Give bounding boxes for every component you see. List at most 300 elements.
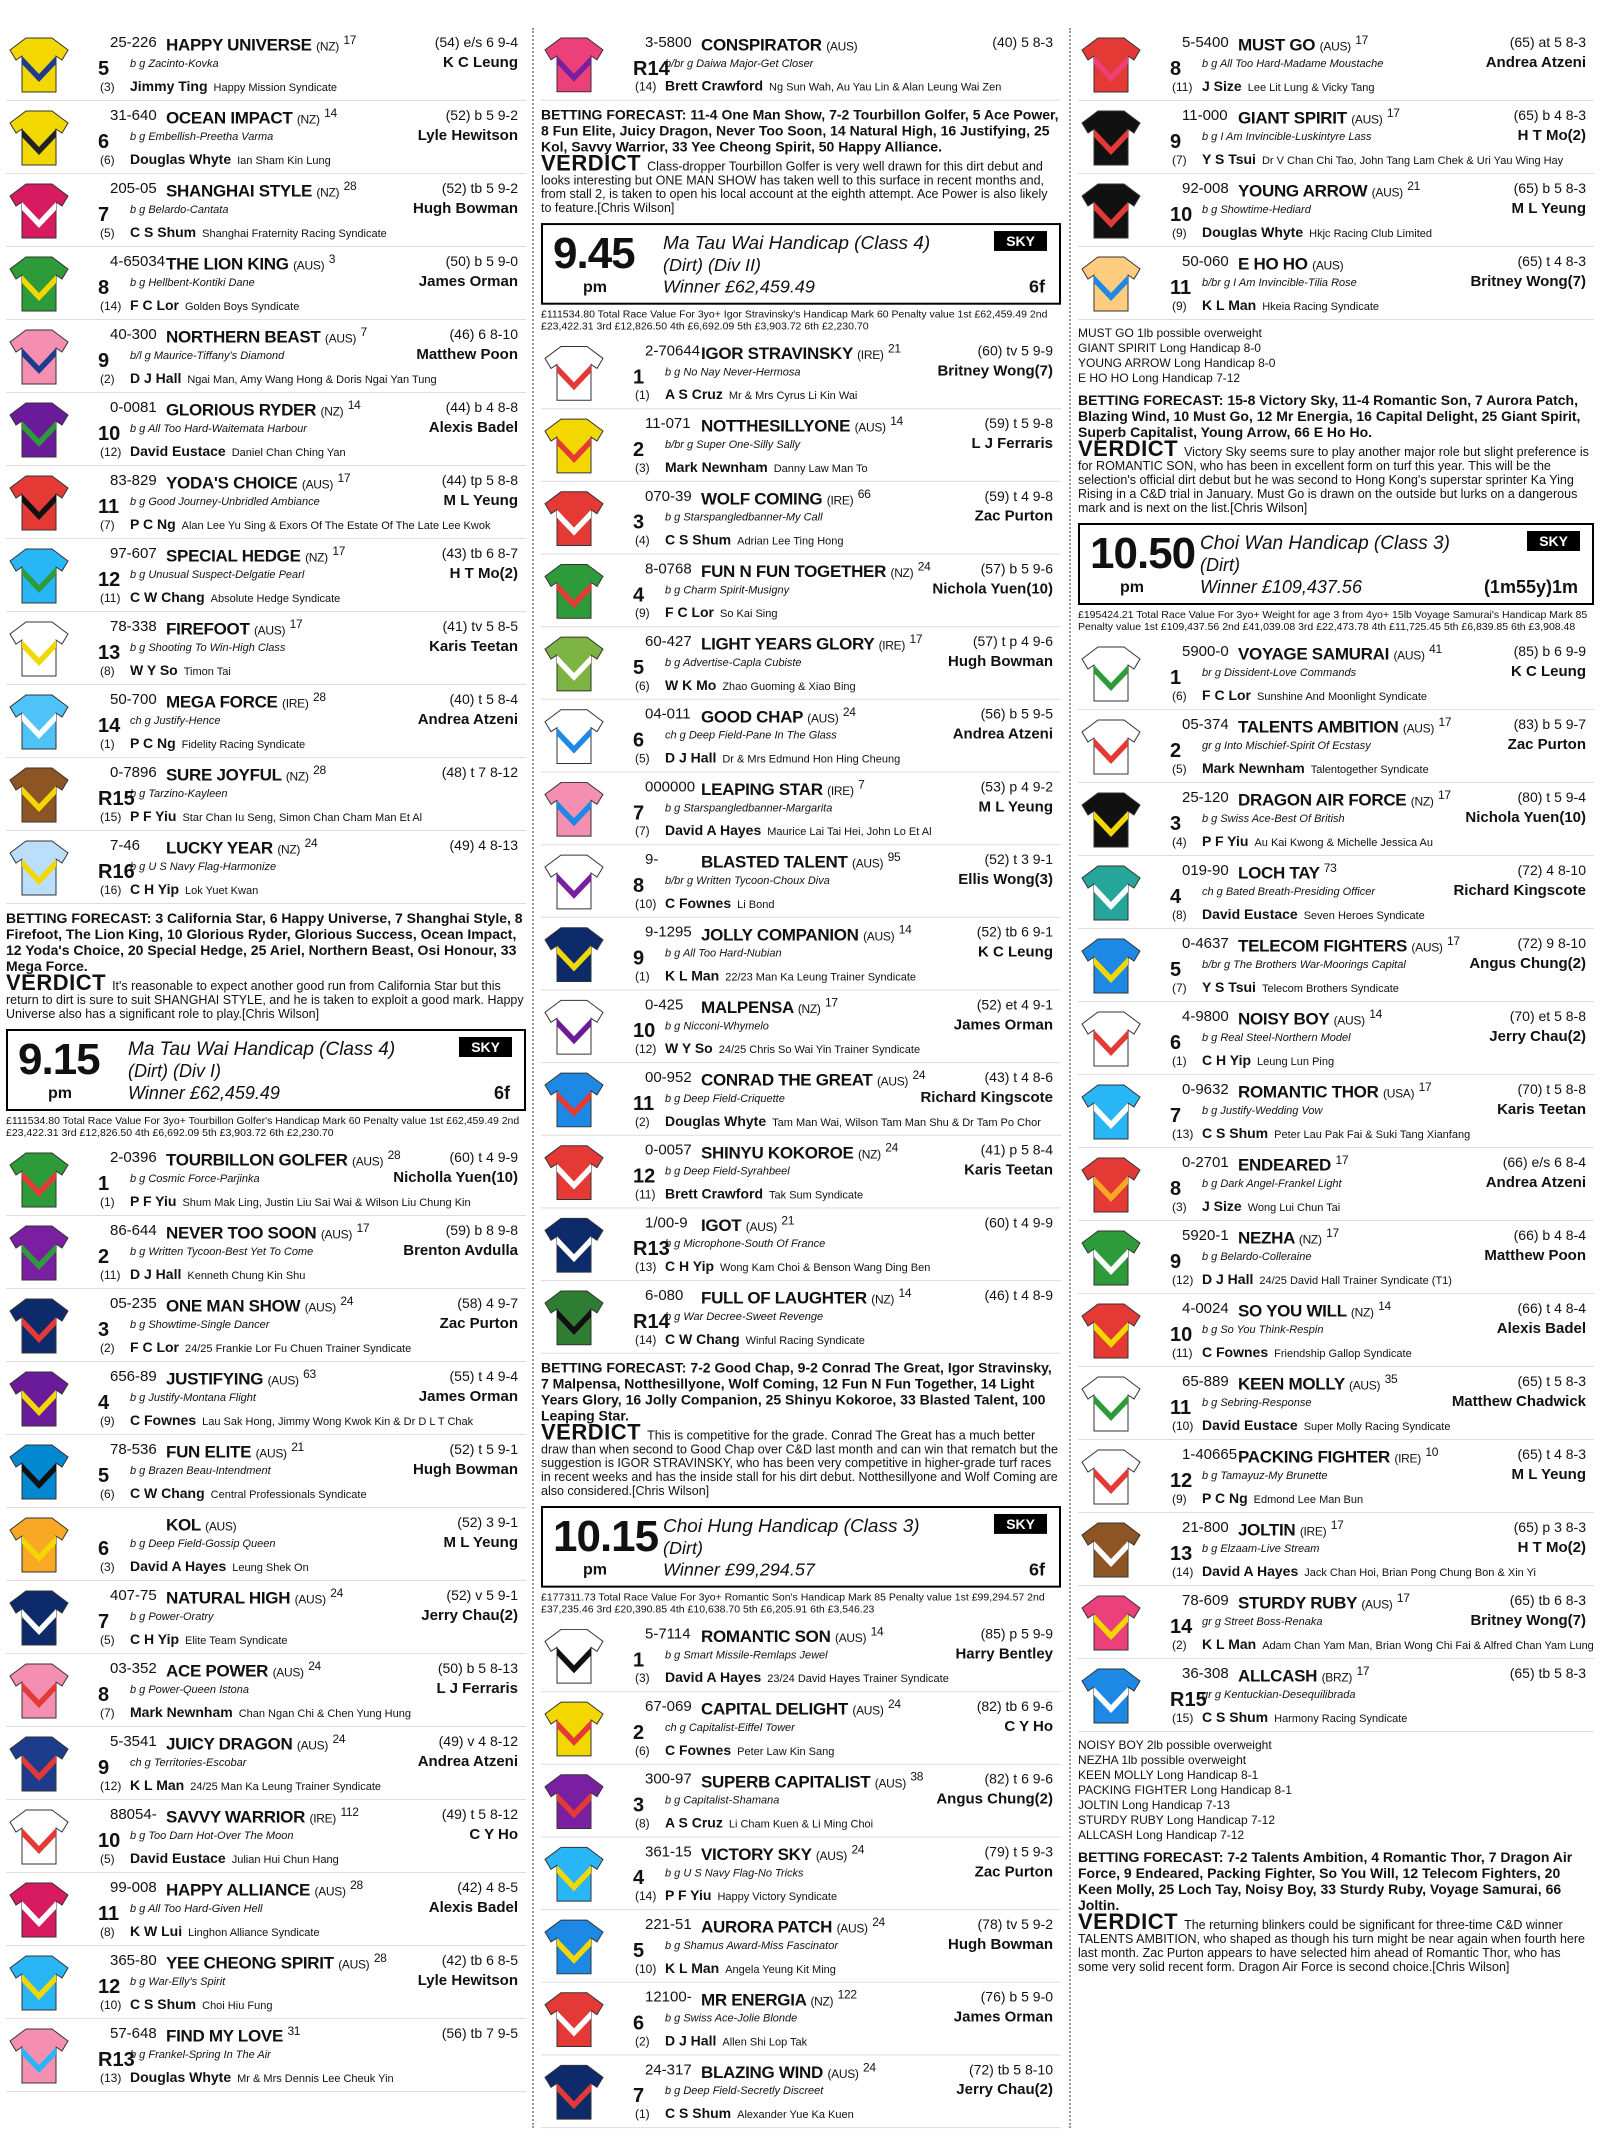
weight-notes <box>1078 1738 1594 1843</box>
trainer-text: David Eustace <box>130 443 226 459</box>
runner-rating: (52) 3 9-1 <box>457 1514 518 1530</box>
jockey-name: Lyle Hewitson <box>417 127 518 144</box>
runner-form: 5920-1 <box>1182 1227 1229 1244</box>
trainer-name <box>665 1887 837 1903</box>
horse-name-text: JOLTIN <box>1238 1520 1296 1540</box>
pedigree: b g All Too Hard-Madame Moustache <box>1202 58 1384 70</box>
horse-breed: (AUS) <box>320 1227 353 1242</box>
pedigree: b g Power-Queen Istona <box>130 1684 250 1696</box>
stall-draw: (9) <box>1172 226 1187 240</box>
days-since-run: 17 <box>1330 1518 1344 1532</box>
saddle-number: 1 <box>633 366 645 389</box>
horse-name-text: SO YOU WILL <box>1238 1301 1347 1321</box>
trainer-text: F C Lor <box>130 297 179 313</box>
saddle-number: 10 <box>1170 1324 1193 1346</box>
days-since-run: 24 <box>851 1842 865 1857</box>
pedigree: b g All Too Hard-Given Hell <box>130 1903 263 1915</box>
saddle-number: 14 <box>1170 1616 1193 1638</box>
owner-name: Lok Yuet Kwan <box>185 885 259 897</box>
days-since-run: 14 <box>1369 1007 1382 1021</box>
stall-draw: (7) <box>100 1706 115 1720</box>
trainer-name <box>130 808 422 824</box>
horse-name <box>166 1148 400 1171</box>
pedigree: b g Written Tycoon-Best Yet To Come <box>130 1246 314 1258</box>
horse-name-text: SUPERB CAPITALIST <box>701 1772 871 1792</box>
jockey-name: Nichola Yuen(10) <box>1465 809 1586 826</box>
jockey-name: H T Mo(2) <box>1517 1539 1586 1556</box>
trainer-text: Douglas Whyte <box>665 1112 767 1129</box>
horse-name-text: HAPPY ALLIANCE <box>166 1880 311 1900</box>
horse-name-text: MUST GO <box>1238 35 1316 55</box>
jockey-silks-icon <box>543 633 605 693</box>
race-title: Choi Wan Handicap (Class 3) <box>1200 533 1450 554</box>
trainer-name <box>1202 1563 1536 1579</box>
trainer-name <box>1202 906 1425 922</box>
horse-name-text: ROMANTIC THOR <box>1238 1082 1379 1102</box>
race-info: £177311.73 Total Race Value For 3yo+ Romantic Son's Handicap Mark 85 Penalty value 1st £99,294.57 2nd £37,235.46 3rd £20,390.85 4th £10,638.70 5th £6,205.91 6th £3,546.23 <box>541 1591 1045 1616</box>
pedigree: b/br g Daiwa Major-Get Closer <box>665 57 814 70</box>
race-distance: 6f <box>1028 276 1045 297</box>
jockey-name: James Orman <box>953 1016 1053 1034</box>
runner-rating: (48) t 7 8-12 <box>441 764 518 780</box>
runner-rating: (85) p 5 9-9 <box>980 1625 1053 1642</box>
race-pm: pm <box>583 278 607 296</box>
jockey-name: Andrea Atzeni <box>417 1753 518 1770</box>
horse-name-text: YODA'S CHOICE <box>166 473 298 493</box>
runner-rating: (43) t 4 8-6 <box>984 1069 1053 1086</box>
jockey-name: L J Ferraris <box>436 1680 518 1697</box>
horse-name-text: VICTORY SKY <box>701 1845 812 1864</box>
saddle-number: 6 <box>633 2012 645 2035</box>
runner-rating: (42) tb 6 8-5 <box>441 1952 518 1968</box>
days-since-run: 14 <box>870 1624 884 1639</box>
saddle-number: 13 <box>98 642 121 664</box>
trainer-text: D J Hall <box>665 2032 717 2049</box>
horse-breed: (NZ) <box>890 566 914 581</box>
stall-draw: (5) <box>635 751 650 766</box>
saddle-number: 5 <box>98 1465 110 1487</box>
horse-name-text: NOISY BOY <box>1238 1009 1330 1029</box>
runner-rating: (41) p 5 8-4 <box>980 1141 1053 1158</box>
trainer-name <box>1202 760 1429 776</box>
jockey-name: M L Yeung <box>443 1534 518 1551</box>
days-since-run: 24 <box>885 1140 899 1155</box>
runner-rating: (65) at 5 8-3 <box>1509 34 1586 50</box>
trainer-name <box>665 1258 930 1274</box>
trainer-name <box>130 224 387 240</box>
owner-name: Ng Sun Wah, Au Yau Lin & Alan Leung Wai Zen <box>769 81 1002 94</box>
trainer-name <box>665 1186 863 1202</box>
trainer-name <box>130 78 337 94</box>
runner-rating: (54) e/s 6 9-4 <box>434 34 518 50</box>
jockey-silks-icon <box>543 996 605 1056</box>
horse-name-text: ONE MAN SHOW <box>166 1296 301 1316</box>
runner-rating: (72) tb 5 8-10 <box>968 2061 1053 2078</box>
trainer-text: F C Lor <box>1202 687 1251 703</box>
horse-name <box>701 923 911 946</box>
stall-draw: (11) <box>100 591 121 605</box>
owner-name: Winful Racing Syndicate <box>745 1334 865 1347</box>
horse-name <box>1238 252 1343 275</box>
jockey-silks-icon <box>8 253 70 313</box>
trainer-text: C H Yip <box>665 1258 715 1275</box>
days-since-run: 21 <box>291 1440 304 1454</box>
horse-name-text: NEZHA <box>1238 1228 1295 1248</box>
runner-form: 3-5800 <box>645 33 692 51</box>
jockey-silks-icon <box>543 415 605 475</box>
trainer-text: C W Chang <box>130 589 205 605</box>
trainer-name <box>130 370 437 386</box>
runner-form: 31-640 <box>110 107 157 124</box>
horse-name <box>166 1951 387 1974</box>
saddle-number: 10 <box>633 1020 656 1043</box>
pedigree: b g War-Elly's Spirit <box>130 1976 226 1988</box>
runner-rating: (66) e/s 6 8-4 <box>1502 1154 1586 1170</box>
jockey-silks-icon <box>1080 716 1142 776</box>
runner-form: 78-536 <box>110 1441 157 1458</box>
jockey-silks-icon <box>8 545 70 605</box>
jockey-silks-icon <box>543 1989 605 2049</box>
stall-draw: (11) <box>1172 80 1193 94</box>
horse-name-text: CAPITAL DELIGHT <box>701 1699 848 1719</box>
trainer-text: A S Cruz <box>665 1814 723 1831</box>
trainer-text: P F Yiu <box>665 1887 712 1904</box>
runner-form: 50-060 <box>1182 253 1229 270</box>
jockey-silks-icon <box>543 1698 605 1758</box>
runner-form: 4-65034 <box>110 253 166 270</box>
jockey-name: Britney Wong(7) <box>1470 273 1586 290</box>
jockey-name: Hugh Bowman <box>948 1935 1053 1953</box>
horse-breed: (AUS) <box>874 1776 906 1791</box>
column-3 <box>1078 28 1594 1982</box>
owner-name: Allen Shi Lop Tak <box>722 2036 808 2049</box>
runner-form: 0-2701 <box>1182 1154 1229 1171</box>
saddle-number: 3 <box>1170 813 1182 835</box>
owner-name: Hkeia Racing Syndicate <box>1262 301 1379 313</box>
days-since-run: 7 <box>858 777 865 792</box>
trainer-name <box>130 516 490 532</box>
betting-forecast: BETTING FORECAST: 15-8 Victory Sky, 11-4 Romantic Son, 7 Aurora Patch, Blazing Wind, 10 Must Go, 12 Mr Energia, 16 Capital Delight, 25 Giant Spirit, Superb Capitalist, Young Arrow, 66 E Ho Ho. <box>1078 392 1581 440</box>
runner-form: 4-9800 <box>1182 1008 1229 1025</box>
horse-name <box>701 1068 925 1091</box>
horse-name <box>166 1294 353 1317</box>
jockey-name: Nichola Yuen(10) <box>932 580 1053 598</box>
owner-name: 24/25 David Hall Trainer Syndicate (T1) <box>1259 1275 1452 1287</box>
runner-rating: (59) t 5 9-8 <box>984 415 1053 432</box>
trainer-name <box>665 968 916 984</box>
jockey-name: Britney Wong(7) <box>1470 1612 1586 1629</box>
days-since-run: 14 <box>347 398 361 412</box>
trainer-text: C S Shum <box>130 224 197 240</box>
saddle-number: 12 <box>98 1976 121 1998</box>
race-distance: 6f <box>1028 1559 1045 1580</box>
stall-draw: (12) <box>100 1779 122 1793</box>
horse-name <box>166 1221 369 1244</box>
saddle-number: 11 <box>1170 1397 1192 1419</box>
horse-breed: (AUS) <box>253 623 286 638</box>
trainer-name <box>130 1850 339 1866</box>
horse-name <box>166 1732 345 1755</box>
days-since-run: 24 <box>332 1732 346 1746</box>
stall-draw: (15) <box>1172 1711 1194 1725</box>
jockey-name: Richard Kingscote <box>1453 882 1586 899</box>
runner-rating: (60) tv 5 9-9 <box>977 342 1053 359</box>
stall-draw: (12) <box>100 445 122 459</box>
trainer-text: C S Shum <box>1202 1709 1269 1725</box>
trainer-text: C W Chang <box>130 1485 205 1501</box>
horse-name-text: YOUNG ARROW <box>1238 181 1368 201</box>
saddle-number: R14 <box>633 57 670 80</box>
jockey-silks-icon <box>8 1587 70 1647</box>
runner-form: 9- <box>645 851 659 869</box>
runner-rating: (42) 4 8-5 <box>457 1879 518 1895</box>
stall-draw: (3) <box>1172 1200 1187 1214</box>
horse-name-text: KOL <box>166 1515 201 1535</box>
jockey-silks-icon <box>8 34 70 94</box>
jockey-silks-icon <box>1080 253 1142 313</box>
race-pm: pm <box>583 1561 607 1579</box>
horse-breed: (IRE) <box>857 348 884 363</box>
jockey-silks-icon <box>1080 34 1142 94</box>
runner-rating: (60) t 4 9-9 <box>449 1149 518 1165</box>
jockey-silks-icon <box>1080 1227 1142 1287</box>
horse-breed: (AUS) <box>1371 185 1403 200</box>
days-since-run: 17 <box>1438 715 1452 729</box>
trainer-name <box>1202 224 1432 240</box>
pedigree: b g Justify-Montana Flight <box>130 1392 256 1404</box>
trainer-text: A S Cruz <box>665 386 723 403</box>
stall-draw: (2) <box>1172 1638 1187 1652</box>
horse-name <box>701 1988 857 2011</box>
trainer-name <box>1202 297 1379 313</box>
days-since-run: 21 <box>1407 179 1421 193</box>
owner-name: Julian Hui Chun Hang <box>231 1854 339 1866</box>
verdict <box>6 970 526 1021</box>
saddle-number: 9 <box>98 1757 110 1779</box>
horse-name <box>701 414 903 437</box>
race-pm: pm <box>1120 579 1144 596</box>
saddle-number: 3 <box>633 511 645 534</box>
stall-draw: (14) <box>100 299 122 313</box>
horse-breed: (AUS) <box>835 1631 867 1646</box>
jockey-silks-icon <box>8 1514 70 1574</box>
runner-rating: (65) b 4 8-3 <box>1513 107 1586 123</box>
trainer-name <box>665 1742 834 1758</box>
horse-name <box>701 777 864 800</box>
saddle-number: 2 <box>98 1246 110 1268</box>
runner-form: 05-235 <box>110 1295 157 1312</box>
jockey-silks-icon <box>8 326 70 386</box>
runner-rating: (55) t 4 9-4 <box>449 1368 518 1384</box>
horse-breed: (NZ) <box>871 1292 895 1307</box>
pedigree: b g Deep Field-Gossip Queen <box>130 1538 276 1550</box>
trainer-name <box>130 1777 381 1793</box>
stall-draw: (11) <box>1172 1346 1193 1360</box>
horse-name <box>1238 33 1368 56</box>
horse-name <box>1238 179 1420 202</box>
saddle-number: 4 <box>98 1392 110 1414</box>
runner-rating: (72) 9 8-10 <box>1517 935 1586 951</box>
trainer-name <box>665 2105 854 2121</box>
jockey-name: Hugh Bowman <box>948 653 1053 670</box>
runner-row <box>6 831 526 904</box>
trainer-name <box>665 895 774 911</box>
horse-name-text: FUN ELITE <box>166 1442 252 1462</box>
runner-form: 67-069 <box>645 1698 692 1716</box>
runner-form: 78-609 <box>1182 1592 1229 1609</box>
horse-breed: (NZ) <box>277 842 301 857</box>
horse-name <box>166 617 302 640</box>
saddle-number: 10 <box>98 1830 121 1852</box>
runner-row <box>1078 637 1594 710</box>
horse-name <box>166 1659 321 1682</box>
saddle-number: 5 <box>98 58 110 80</box>
saddle-number: 1 <box>633 1649 645 1672</box>
owner-name: Leung Shek On <box>232 1562 309 1574</box>
horse-breed: (AUS) <box>827 2067 859 2081</box>
jockey-silks-icon <box>543 778 605 838</box>
runner-row <box>6 320 526 393</box>
days-since-run: 28 <box>373 1951 387 1965</box>
days-since-run: 122 <box>837 1987 857 2002</box>
trainer-name <box>665 1040 920 1056</box>
runner-rating: (65) t 4 8-3 <box>1517 1446 1586 1462</box>
jockey-name: Jerry Chau(2) <box>421 1607 518 1624</box>
jockey-silks-icon <box>1080 1081 1142 1141</box>
stall-draw: (10) <box>100 1998 122 2012</box>
runner-form: 11-071 <box>645 415 691 433</box>
horse-name-text: SAVVY WARRIOR <box>166 1807 306 1827</box>
runner-rating: (52) et 4 9-1 <box>976 996 1053 1013</box>
horse-name-text: JUSTIFYING <box>166 1369 264 1389</box>
runner-form: 361-15 <box>645 1843 692 1861</box>
horse-breed: (AUS) <box>745 1220 777 1234</box>
pedigree: b g Zacinto-Kovka <box>130 58 219 70</box>
owner-name: Fidelity Racing Syndicate <box>181 739 306 751</box>
runner-row <box>1078 1075 1594 1148</box>
trainer-text: P C Ng <box>130 735 176 751</box>
jockey-silks-icon <box>8 1441 70 1501</box>
days-since-run: 17 <box>1356 1664 1370 1678</box>
horse-name <box>1238 1591 1410 1614</box>
runner-form: 88054- <box>110 1806 157 1823</box>
saddle-number: 9 <box>98 350 110 372</box>
days-since-run: 17 <box>1438 788 1451 802</box>
runner-rating: (65) b 5 8-3 <box>1513 180 1586 196</box>
trainer-name <box>130 1996 272 2012</box>
trainer-name <box>665 1815 873 1831</box>
trainer-text: K L Man <box>130 1777 185 1793</box>
jockey-name: James Orman <box>953 2008 1053 2026</box>
horse-breed: (NZ) <box>858 1147 881 1162</box>
jockey-name: Karis Teetan <box>1497 1101 1586 1118</box>
horse-breed: (AUS) <box>854 420 886 435</box>
runner-form: 0-4637 <box>1182 935 1229 952</box>
pedigree: b g Embellish-Preetha Varma <box>130 131 274 143</box>
trainer-text: Douglas Whyte <box>130 151 232 167</box>
runner-form: 0-425 <box>645 996 684 1014</box>
jockey-silks-icon <box>543 488 605 548</box>
trainer-name <box>130 297 299 313</box>
horse-name-text: FUN N FUN TOGETHER <box>701 562 887 582</box>
stall-draw: (8) <box>1172 908 1187 922</box>
trainer-name <box>665 2033 807 2049</box>
runner-rating: (50) b 5 8-13 <box>437 1660 518 1676</box>
trainer-text: K L Man <box>665 967 720 984</box>
runner-row <box>541 627 1061 700</box>
runner-rating: (60) t 4 9-9 <box>984 1214 1053 1231</box>
runner-rating: (83) b 5 9-7 <box>1513 716 1586 732</box>
verdict <box>541 150 1061 216</box>
runner-rating: (79) t 5 9-3 <box>984 1843 1053 1860</box>
runner-row <box>541 1619 1061 1692</box>
days-since-run: 63 <box>303 1367 316 1381</box>
stall-draw: (9) <box>100 1414 115 1428</box>
trainer-name <box>130 1412 473 1428</box>
pedigree: br g Dissident-Love Commands <box>1202 667 1357 679</box>
trainer-name <box>130 443 346 459</box>
runner-row <box>541 1136 1061 1209</box>
jockey-name: Andrea Atzeni <box>417 711 518 728</box>
race-header <box>6 1029 526 1111</box>
runner-form: 12100- <box>645 1988 692 2006</box>
runner-form: 0-0057 <box>645 1141 692 1159</box>
trainer-text: C Fownes <box>665 894 732 911</box>
runner-rating: (76) b 5 9-0 <box>980 1988 1053 2005</box>
runner-rating: (57) b 5 9-6 <box>980 560 1053 577</box>
trainer-name <box>1202 1052 1334 1068</box>
trainer-text: Y S Tsui <box>1202 151 1256 167</box>
trainer-name <box>665 604 777 620</box>
pedigree: b g Deep Field-Criquette <box>665 1092 785 1105</box>
pedigree: b g Swiss Ace-Best Of British <box>1202 813 1345 825</box>
owner-name: Dr & Mrs Edmund Hon Hing Cheung <box>722 753 901 766</box>
runner-row <box>1078 1367 1594 1440</box>
days-since-run: 28 <box>350 1878 363 1892</box>
jockey-name: Andrea Atzeni <box>1485 1174 1586 1191</box>
pedigree: b g Starspangledbanner-Margarita <box>665 802 833 815</box>
pedigree: b g Microphone-South Of France <box>665 1238 826 1251</box>
runner-row <box>6 1362 526 1435</box>
pedigree: b g Belardo-Colleraine <box>1202 1251 1312 1263</box>
saddle-number: 2 <box>1170 740 1182 762</box>
trainer-name <box>130 735 305 751</box>
days-since-run: 14 <box>898 922 912 937</box>
jockey-name: Jerry Chau(2) <box>956 2081 1053 2099</box>
column-divider <box>1069 28 1071 2128</box>
stall-draw: (6) <box>635 1743 650 1758</box>
horse-breed: (AUS) <box>1361 1597 1393 1612</box>
days-since-run: 41 <box>1429 642 1442 656</box>
pedigree: b g Unusual Suspect-Delgatie Pearl <box>130 569 305 581</box>
owner-name: Hkjc Racing Club Limited <box>1309 228 1433 240</box>
pedigree: b g Elzaam-Live Stream <box>1202 1543 1320 1555</box>
runner-form: 2-0396 <box>110 1149 157 1166</box>
jockey-name: Brenton Avdulla <box>403 1242 518 1259</box>
jockey-silks-icon <box>1080 1592 1142 1652</box>
column-1 <box>6 28 526 2092</box>
trainer-text: W K Mo <box>665 676 717 693</box>
jockey-name: Alexis Badel <box>428 419 518 436</box>
saddle-number: 11 <box>98 1903 120 1925</box>
pedigree: ch g Capitalist-Eiffel Tower <box>665 1722 795 1734</box>
race-title: Choi Hung Handicap (Class 3) <box>663 1515 920 1537</box>
stall-draw: (7) <box>100 518 115 532</box>
owner-name: So Kai Sing <box>720 608 778 621</box>
pedigree: b g All Too Hard-Waitemata Harbour <box>130 423 307 435</box>
jockey-name: C Y Ho <box>1004 1718 1053 1735</box>
runner-form: 1-40665 <box>1182 1446 1238 1463</box>
